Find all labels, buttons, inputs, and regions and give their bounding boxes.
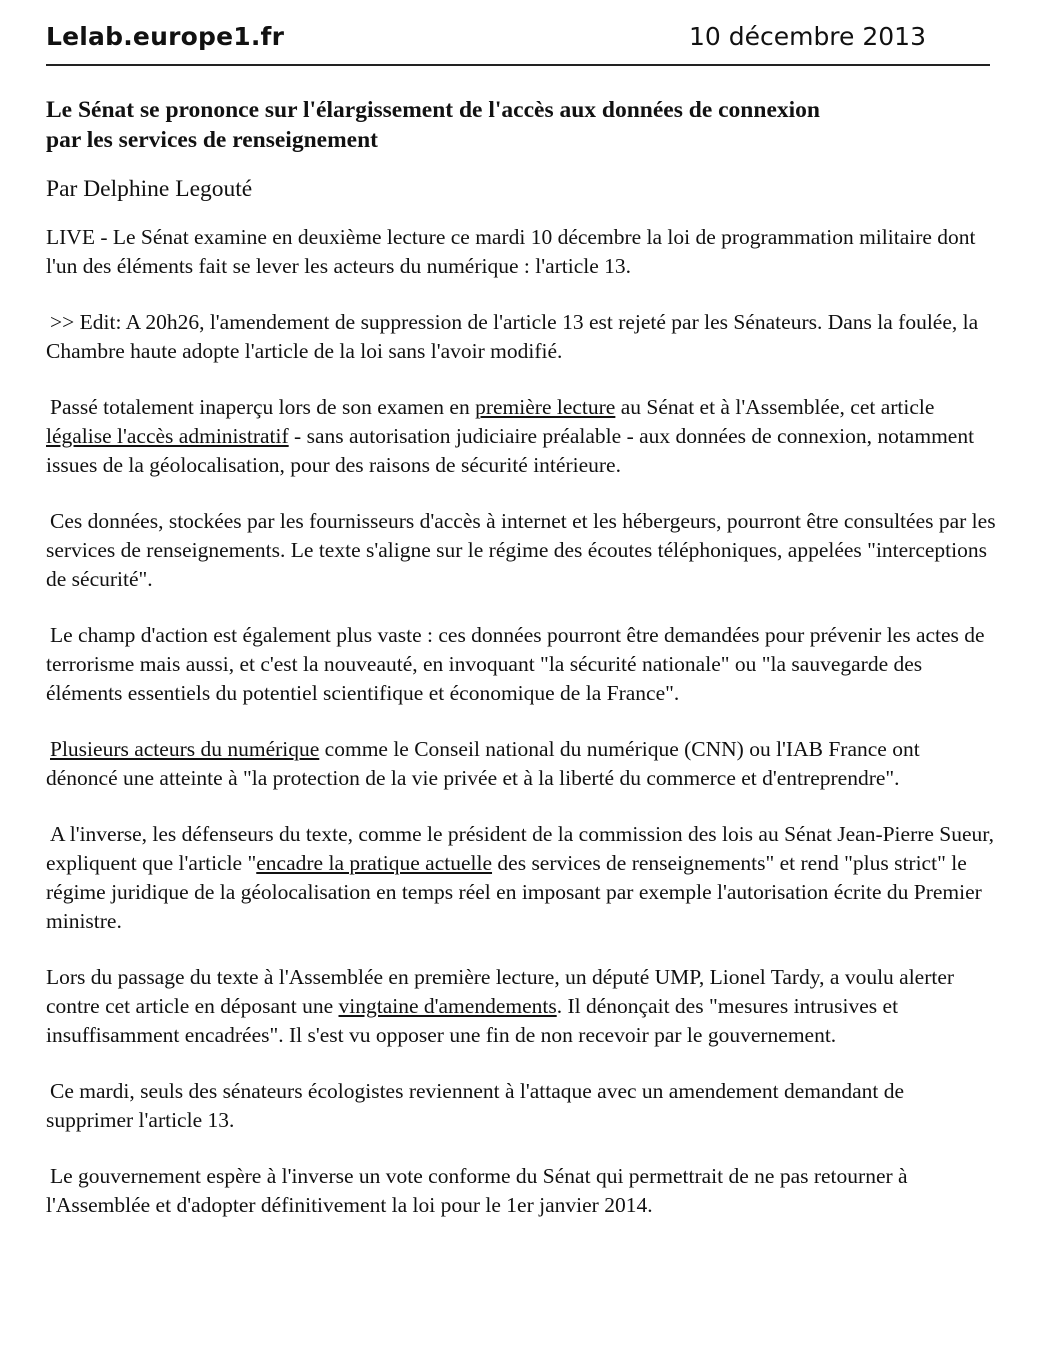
title-line-2: par les services de renseignement [46,127,378,153]
header-divider [46,64,990,66]
link-vingtaine-amendements[interactable]: vingtaine d'amendements [338,994,557,1018]
text-segment: des services de renseignements" et rend "plus strict" le régime juridique de la géolocalisation en temps réel en imposant par exemple l'autorisation écrite du Premier ministre. [46,851,982,933]
link-legalise-acces-administratif[interactable]: légalise l'accès administratif [46,424,289,448]
article-body [46,95,996,1247]
paragraph-intro: LIVE - Le Sénat examine en deuxième lecture ce mardi 10 décembre la loi de programmation militaire dont l'un des éléments fait se lever les acteurs du numérique : l'article 13. [46,225,976,278]
text-segment: - sans autorisation judiciaire préalable - aux données de connexion, notamment issues de la géolocalisation, pour des raisons de sécurité intérieure. [46,424,975,477]
page-header [46,22,988,66]
link-plusieurs-acteurs[interactable]: Plusieurs acteurs du numérique [50,737,320,761]
text-segment: A l'inverse, les défenseurs du texte, comme le président de la commission des lois au Sénat Jean-Pierre Sueur, expliquent que l'article " [46,822,994,875]
site-name: Lelab.europe1.fr [46,22,285,51]
paragraph-scope: Le champ d'action est également plus vaste : ces données pourront être demandées pour prévenir les actes de terrorisme mais aussi, et c'est la nouveauté, en invoquant "la sécurité nationale" ou "la sauvegarde des éléments essentiels du potentiel scientifique et économique de la France". [46,623,985,705]
paragraph-ecologists: Ce mardi, seuls des sénateurs écologistes reviennent à l'attaque avec un amendement demandant de supprimer l'article 13. [46,1079,905,1132]
article-title [46,95,996,155]
link-premiere-lecture[interactable]: première lecture [475,395,616,419]
link-encadre-pratique[interactable]: encadre la pratique actuelle [256,851,493,875]
text-segment: Passé totalement inaperçu lors de son examen en [50,395,476,419]
paragraph-defenders [46,820,996,936]
text-segment: au Sénat et à l'Assemblée, cet article [615,395,935,419]
article-author: Par Delphine Legouté [46,176,253,202]
paragraph-edit: >> Edit: A 20h26, l'amendement de suppression de l'article 13 est rejeté par les Sénateurs. Dans la foulée, la Chambre haute adopte l'article de la loi sans l'avoir modifié. [46,310,979,363]
paragraph-data-storage: Ces données, stockées par les fournisseurs d'accès à internet et les hébergeurs, pourront être consultées par les services de renseignements. Le texte s'aligne sur le régime des écoutes téléphoniques, appelées "interceptions de sécurité". [46,509,996,591]
paragraph-government: Le gouvernement espère à l'inverse un vote conforme du Sénat qui permettrait de ne pas retourner à l'Assemblée et d'adopter définitivement la loi pour le 1er janvier 2014. [46,1164,908,1217]
paragraph-first-reading [46,393,996,480]
paragraph-assembly [46,963,996,1050]
text-segment: . Il dénonçait des "mesures intrusives et insuffisamment encadrées". Il s'est vu opposer une fin de non recevoir par le gouvernement. [46,994,899,1047]
title-line-1: Le Sénat se prononce sur l'élargissement de l'accès aux données de connexion [46,97,820,123]
text-segment: comme le Conseil national du numérique (CNN) ou l'IAB France ont dénoncé une atteinte à "la protection de la vie privée et à la liberté du commerce et d'entreprendre". [46,737,920,790]
text-segment: Lors du passage du texte à l'Assemblée en première lecture, un député UMP, Lionel Tardy, a voulu alerter contre cet article en déposant une [46,965,955,1018]
publication-date: 10 décembre 2013 [688,22,926,51]
paragraph-digital-actors [46,735,996,793]
